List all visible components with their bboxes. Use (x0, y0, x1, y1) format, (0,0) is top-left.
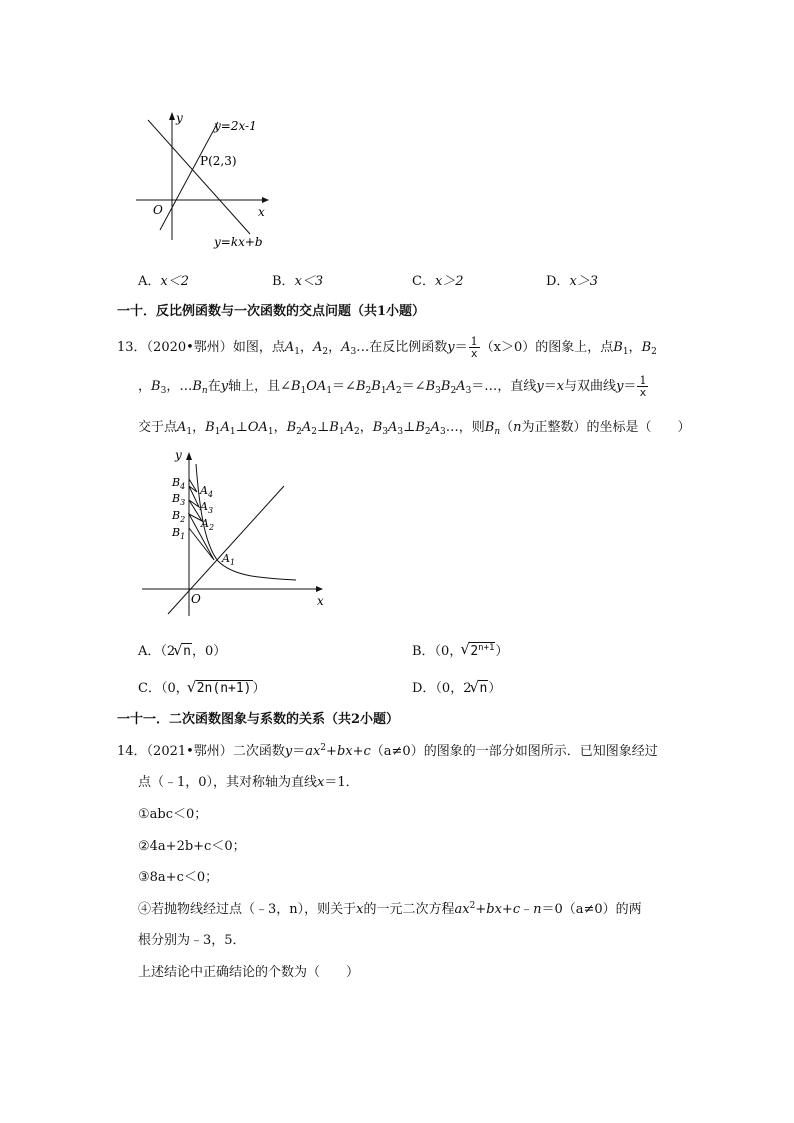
text: A．（2 (138, 644, 176, 659)
x-axis-arrow-icon (316, 586, 323, 592)
sqrt: √ n (175, 643, 192, 659)
q13-line-1: 13．（2020•鄂州）如图，点$A_1$，$A_2$，$A_3\dots$在反比例函数y＝ $\frac{1}{x}$ （x＞0）的图象上，点$B_1$，$B_2$ (117, 335, 657, 360)
sqrt: √ $2^{n+1}$ (462, 642, 495, 659)
question-number: 14． (117, 744, 147, 759)
y-axis-label: y (175, 448, 182, 462)
q14-line-2: 点（﹣1，0），其对称轴为直线x＝1． (138, 775, 359, 790)
q13-option-b (412, 640, 508, 659)
q12-option-c (412, 270, 464, 289)
a4-label: $A_4$ (200, 484, 214, 499)
b1-label: $B_1$ (172, 526, 186, 541)
q12-option-b (272, 270, 323, 289)
option-text: x＜3 (294, 274, 324, 289)
line1-label: y=2x-1 (214, 119, 257, 133)
b4-label: $B_4$ (172, 476, 186, 491)
option-letter: D． (546, 274, 570, 289)
text: 的一元二次方程 (363, 902, 455, 917)
line2-label: y=kx+b (214, 235, 263, 249)
hyperbola-curve (196, 464, 296, 580)
b2-label: $B_2$ (172, 509, 186, 524)
y-axis-label: y (176, 111, 183, 125)
q12-option-d (546, 270, 598, 289)
section-heading-10: 一十．反比例函数与一次函数的交点问题（共1小题） (117, 304, 426, 319)
option-text: x＜2 (160, 274, 189, 289)
text: C．（0， (138, 681, 189, 696)
question-source: （2021•鄂州） (146, 744, 233, 759)
text: 在 (207, 379, 221, 394)
line-y-equals-x (168, 486, 284, 614)
text: 与双曲线 (564, 379, 617, 394)
text: ） (252, 681, 266, 696)
a2-label: $A_2$ (201, 517, 215, 532)
figure-linear-functions (130, 108, 280, 253)
figure-hyperbola (138, 446, 333, 618)
a1-label: $A_1$ (222, 552, 236, 567)
point-p-label: P(2,3) (200, 154, 237, 168)
origin-label: O (191, 592, 201, 606)
text: （ (500, 420, 514, 435)
q14-conclusion-4-cont: 根分别为﹣3，5． (138, 933, 246, 948)
line-y-2x-1 (160, 122, 218, 230)
text: 轴上，且∠ (228, 379, 291, 394)
section-heading-11: 一十一．二次函数图象与系数的关系（共2小题） (117, 712, 400, 727)
text: 的图象上，点 (535, 340, 614, 355)
text: D．（0，2 (412, 681, 472, 696)
x-axis-arrow-icon (262, 197, 269, 203)
question-source: （2020•鄂州） (146, 340, 233, 355)
text: B．（0， (412, 644, 463, 659)
x-axis-label: x (317, 594, 324, 608)
line-y-kx-b (148, 120, 250, 234)
q13-line-2: ，$B_3$，$\dots B_n$在y轴上，且$\angle B_1OA_1=\angle B_2B_1A_2=\angle B_3B_2A_3=\dots$，直线y＝x与双曲线y＝ $\frac{1}{x}$ (138, 374, 647, 399)
sqrt: √ 2n(n+1) (189, 680, 253, 696)
text: ，0） (192, 644, 227, 659)
q13-option-d (412, 677, 501, 696)
text: ） (488, 681, 502, 696)
text: ＝1． (324, 775, 359, 790)
text: 如图，点 (232, 340, 285, 355)
option-letter: C． (412, 274, 435, 289)
option-text: x＞3 (569, 274, 599, 289)
fraction-1-over-x: $\frac{1}{x}$ (470, 335, 478, 360)
text: （x＞0） (480, 340, 536, 355)
a3-label: $A_3$ (200, 500, 214, 515)
option-letter: B． (272, 274, 295, 289)
text: 二次函数 (232, 744, 285, 759)
origin-label: O (153, 203, 163, 217)
y-axis-arrow-icon (169, 112, 175, 120)
q14-conclusion-3: ③8a+c＜0； (138, 870, 219, 885)
text: （a≠0）的两 (562, 902, 642, 917)
q13-option-a (138, 640, 226, 659)
y-axis-arrow-icon (186, 452, 192, 460)
q13-line-3: 交于点$A_1$，$B_1A_1\perp OA_1$，$B_2A_2\perp B_1A_2$，$B_3A_3\perp B_2A_3\dots$，则$B_n(n$为正整数）的坐标是（ ） (138, 420, 691, 437)
sqrt: √ n (471, 680, 488, 696)
q14-line-1: 14．（2021•鄂州）二次函数$y=ax^2+bx+c(a\ne 0)$的图象的一部分如图所示．已知图象经过 (117, 743, 658, 759)
b3-label: $B_3$ (172, 492, 186, 507)
text: ④若抛物线经过点（﹣3，n），则关于 (138, 902, 357, 917)
q14-conclusion-1: ①abc＜0； (138, 807, 208, 822)
question-number: 13． (117, 340, 147, 355)
option-text: x＞2 (434, 274, 464, 289)
fraction-1-over-x-2: $\frac{1}{x}$ (639, 374, 647, 399)
q14-conclusion-4: ④若抛物线经过点（﹣3，n），则关于x的一元二次方程$ax^2+bx+c﹣n=0(a\ne 0)$的两 (138, 901, 642, 917)
text: ） (495, 644, 509, 659)
text: …在反比例函数 (356, 340, 448, 355)
q13-option-c (138, 677, 266, 696)
text: 为正整数）的坐标是（ ） (521, 420, 691, 435)
text: 点（﹣1，0），其对称轴为直线 (138, 775, 318, 790)
x-axis-label: x (258, 205, 265, 219)
q12-option-a (138, 270, 189, 289)
text: ，直线 (497, 379, 537, 394)
option-letter: A． (138, 274, 161, 289)
text: 交于点 (138, 420, 178, 435)
q14-question: 上述结论中正确结论的个数为（ ） (138, 965, 360, 980)
q14-conclusion-2: ②4a+2b+c＜0； (138, 839, 246, 854)
text: （a≠0）的图象的一部分如图所示．已知图象经过 (370, 744, 658, 759)
text: ，则 (458, 420, 485, 435)
